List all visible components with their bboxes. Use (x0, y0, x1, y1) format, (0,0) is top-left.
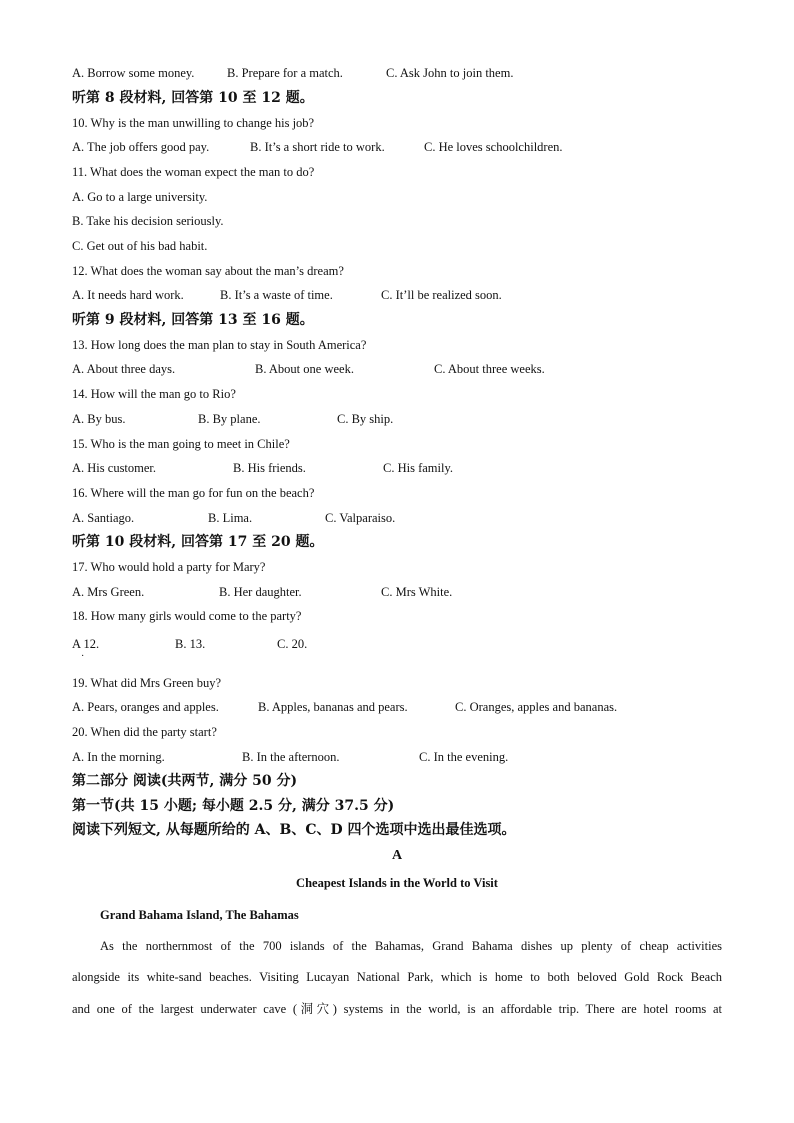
section-heading-9: 听第 9 段材料, 回答第 13 至 16 题。 (72, 312, 314, 328)
q18-option-b: B. 13. (175, 637, 206, 651)
q11-option-c: C. Get out of his bad habit. (72, 239, 208, 253)
question-15: 15. Who is the man going to meet in Chile? (72, 437, 290, 451)
q17-option-a: A. Mrs Green. (72, 585, 145, 599)
q9-option-b: B. Prepare for a match. (227, 66, 343, 80)
question-18: 18. How many girls would come to the party? (72, 609, 302, 623)
q14-option-b: B. By plane. (198, 412, 261, 426)
question-17: 17. Who would hold a party for Mary? (72, 560, 266, 574)
reading-instruction: 阅读下列短文, 从每题所给的 A、B、C、D 四个选项中选出最佳选项。 (72, 822, 516, 838)
passage-subheading: Grand Bahama Island, The Bahamas (100, 908, 299, 922)
passage-letter: A (391, 848, 403, 863)
q20-option-c: C. In the evening. (419, 750, 509, 764)
question-14: 14. How will the man go to Rio? (72, 387, 236, 401)
q13-option-a: A. About three days. (72, 362, 176, 376)
q16-option-b: B. Lima. (208, 511, 253, 525)
question-13: 13. How long does the man plan to stay in South America? (72, 338, 367, 352)
q14-option-c: C. By ship. (337, 412, 394, 426)
q18-option-c: C. 20. (277, 637, 308, 651)
question-11: 11. What does the woman expect the man to do? (72, 165, 315, 179)
q15-option-b: B. His friends. (233, 461, 306, 475)
q19-option-c: C. Oranges, apples and bananas. (455, 700, 618, 714)
part-2-heading: 第二部分 阅读(共两节, 满分 50 分) (72, 773, 298, 789)
q15-option-a: A. His customer. (72, 461, 157, 475)
section-heading-8: 听第 8 段材料, 回答第 10 至 12 题。 (72, 90, 314, 106)
q13-option-c: C. About three weeks. (434, 362, 545, 376)
passage-title: Cheapest Islands in the World to Visit (296, 876, 498, 890)
q11-option-a: A. Go to a large university. (72, 190, 208, 204)
q15-option-c: C. His family. (383, 461, 454, 475)
part-2-section-1-heading: 第一节(共 15 小题; 每小题 2.5 分, 满分 37.5 分) (72, 798, 395, 814)
q17-option-c: C. Mrs White. (381, 585, 453, 599)
q19-option-b: B. Apples, bananas and pears. (258, 700, 408, 714)
q9-option-c: C. Ask John to join them. (386, 66, 514, 80)
q10-option-b: B. It’s a short ride to work. (250, 140, 385, 154)
q13-option-b: B. About one week. (255, 362, 354, 376)
question-20: 20. When did the party start? (72, 725, 217, 739)
q16-option-a: A. Santiago. (72, 511, 135, 525)
q17-option-b: B. Her daughter. (219, 585, 302, 599)
q10-option-a: A. The job offers good pay. (72, 140, 210, 154)
q12-option-b: B. It’s a waste of time. (220, 288, 333, 302)
paragraph-line-1: As the northernmost of the 700 islands of the Bahamas, Grand Bahama dishes up plenty of cheap activities (100, 939, 722, 953)
q16-option-c: C. Valparaiso. (325, 511, 396, 525)
q12-option-c: C. It’ll be realized soon. (381, 288, 502, 302)
q20-option-a: A. In the morning. (72, 750, 165, 764)
paragraph-line-2: alongside its white-sand beaches. Visiting Lucayan National Park, which is home to both beloved Gold Rock Beach (72, 970, 722, 984)
q14-option-a: A. By bus. (72, 412, 126, 426)
q12-option-a: A. It needs hard work. (72, 288, 184, 302)
question-16: 16. Where will the man go for fun on the beach? (72, 486, 315, 500)
question-19: 19. What did Mrs Green buy? (72, 676, 222, 690)
q11-option-b: B. Take his decision seriously. (72, 214, 224, 228)
q10-option-c: C. He loves schoolchildren. (424, 140, 563, 154)
question-12: 12. What does the woman say about the man’s dream? (72, 264, 344, 278)
q20-option-b: B. In the afternoon. (242, 750, 340, 764)
paragraph-line-3: and one of the largest underwater cave (洞穴) systems in the world, is an affordable trip. There are hotel rooms at (72, 1002, 722, 1016)
question-10: 10. Why is the man unwilling to change his job? (72, 116, 315, 130)
q18-option-a: A 12. (72, 637, 100, 651)
section-heading-10: 听第 10 段材料, 回答第 17 至 20 题。 (72, 534, 324, 550)
stray-dot-mark: · (81, 651, 85, 662)
q19-option-a: A. Pears, oranges and apples. (72, 700, 219, 714)
q9-option-a: A. Borrow some money. (72, 66, 195, 80)
